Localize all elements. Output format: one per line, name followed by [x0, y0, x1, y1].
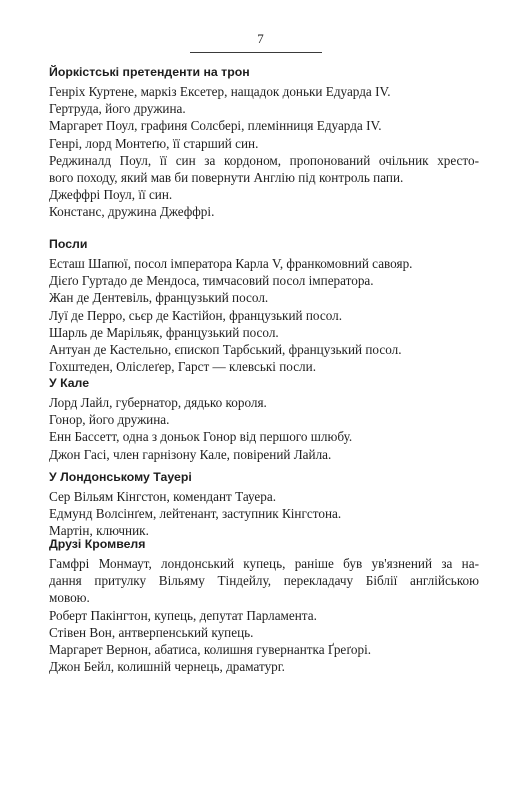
- entry-line: Антуан де Кастельно, єпископ Тарбський, французький посол.: [49, 342, 402, 358]
- entry-line: Енн Бассетт, одна з доньок Гонор від першого шлюбу.: [49, 429, 353, 445]
- entry: [49, 624, 479, 641]
- section: [49, 536, 479, 675]
- entry-line: Реджиналд Поул, її син за кордоном, пропонований очільник хресто-: [49, 152, 479, 168]
- entry: [49, 428, 479, 445]
- entry: [49, 100, 479, 117]
- entry: [49, 358, 479, 375]
- section-heading: У Лондонському Тауері: [49, 470, 192, 484]
- entry: [49, 272, 479, 289]
- section-heading: Друзі Кромвеля: [49, 537, 146, 551]
- entry-line: вого походу, який мав би повернути Англію під контроль папи.: [49, 170, 404, 186]
- entry-line: Лорд Лайл, губернатор, дядько короля.: [49, 395, 267, 410]
- entry: [49, 341, 479, 358]
- entry-line: Гертруда, його дружина.: [49, 101, 186, 117]
- entry: [49, 135, 479, 152]
- entry: [49, 505, 479, 522]
- entry: [49, 607, 479, 624]
- entry: [49, 555, 479, 607]
- entry: [49, 641, 479, 658]
- entry-line: Маргарет Вернон, абатиса, колишня гувернантка Ґреґорі.: [49, 642, 372, 658]
- entry-line: Дієґо Гуртадо де Мендоса, тимчасовий посол імператора.: [49, 273, 374, 289]
- entry-line: Генріх Куртене, маркіз Ексетер, нащадок доньки Едуарда IV.: [49, 84, 391, 99]
- entry: [49, 203, 479, 220]
- entry-line: Луї де Перро, сьєр де Кастійон, французький посол.: [49, 307, 342, 323]
- section-heading: Посли: [49, 237, 88, 251]
- entry: [49, 446, 479, 463]
- entry: [49, 411, 479, 428]
- entry-line: Джеффрі Поул, її син.: [49, 187, 173, 203]
- entry: [49, 324, 479, 341]
- entry: [49, 289, 479, 306]
- section: [49, 375, 479, 463]
- entry-line: Гамфрі Монмаут, лондонський купець, раніше був ув'язнений за на-: [49, 556, 479, 571]
- entry-line: мовою.: [49, 590, 90, 606]
- entry-line: Гонор, його дружина.: [49, 412, 170, 428]
- section: [49, 469, 479, 540]
- page-number: 7: [257, 31, 264, 46]
- entry: [49, 117, 479, 134]
- entry-line: Джон Бейл, колишній чернець, драматург.: [49, 659, 285, 675]
- entry-line: Сер Вільям Кінгстон, комендант Тауера.: [49, 489, 277, 504]
- entry: [49, 152, 479, 186]
- entry-line: Генрі, лорд Монтеґю, її старший син.: [49, 135, 259, 151]
- section-heading: У Кале: [49, 376, 90, 390]
- entry: [49, 83, 479, 100]
- entry-line: Джон Гасі, член гарнізону Кале, повірений Лайла.: [49, 446, 332, 462]
- entry: [49, 307, 479, 324]
- section: [49, 236, 479, 375]
- entry-line: Едмунд Волсінґем, лейтенант, заступник Кінгстона.: [49, 506, 342, 522]
- entry-line: Шарль де Марільяк, французький посол.: [49, 324, 279, 340]
- entry-line: Мартін, ключник.: [49, 523, 149, 539]
- entry: [49, 658, 479, 675]
- entry-line: Роберт Пакінгтон, купець, депутат Парламента.: [49, 607, 317, 623]
- entry-line: дання притулку Вільяму Тіндейлу, перекладачу Біблії англійською: [49, 573, 479, 589]
- section-heading: Йоркістські претенденти на трон: [49, 65, 250, 79]
- entry: [49, 394, 479, 411]
- entry: [49, 255, 479, 272]
- entry-line: Жан де Дентевіль, французький посол.: [49, 290, 269, 306]
- entry: [49, 186, 479, 203]
- section: [49, 64, 479, 221]
- entry-line: Гохштеден, Оліслеґер, Гарст — клевські посли.: [49, 359, 316, 375]
- entry-line: Маргарет Поул, графиня Солсбері, племінниця Едуарда IV.: [49, 118, 382, 134]
- entry-line: Есташ Шапюї, посол імператора Карла V, франкомовний савояр.: [49, 256, 413, 271]
- entry-line: Стівен Вон, антверпенський купець.: [49, 624, 254, 640]
- entry-line: Констанс, дружина Джеффрі.: [49, 204, 215, 220]
- header-rule: [190, 52, 322, 53]
- entry: [49, 488, 479, 505]
